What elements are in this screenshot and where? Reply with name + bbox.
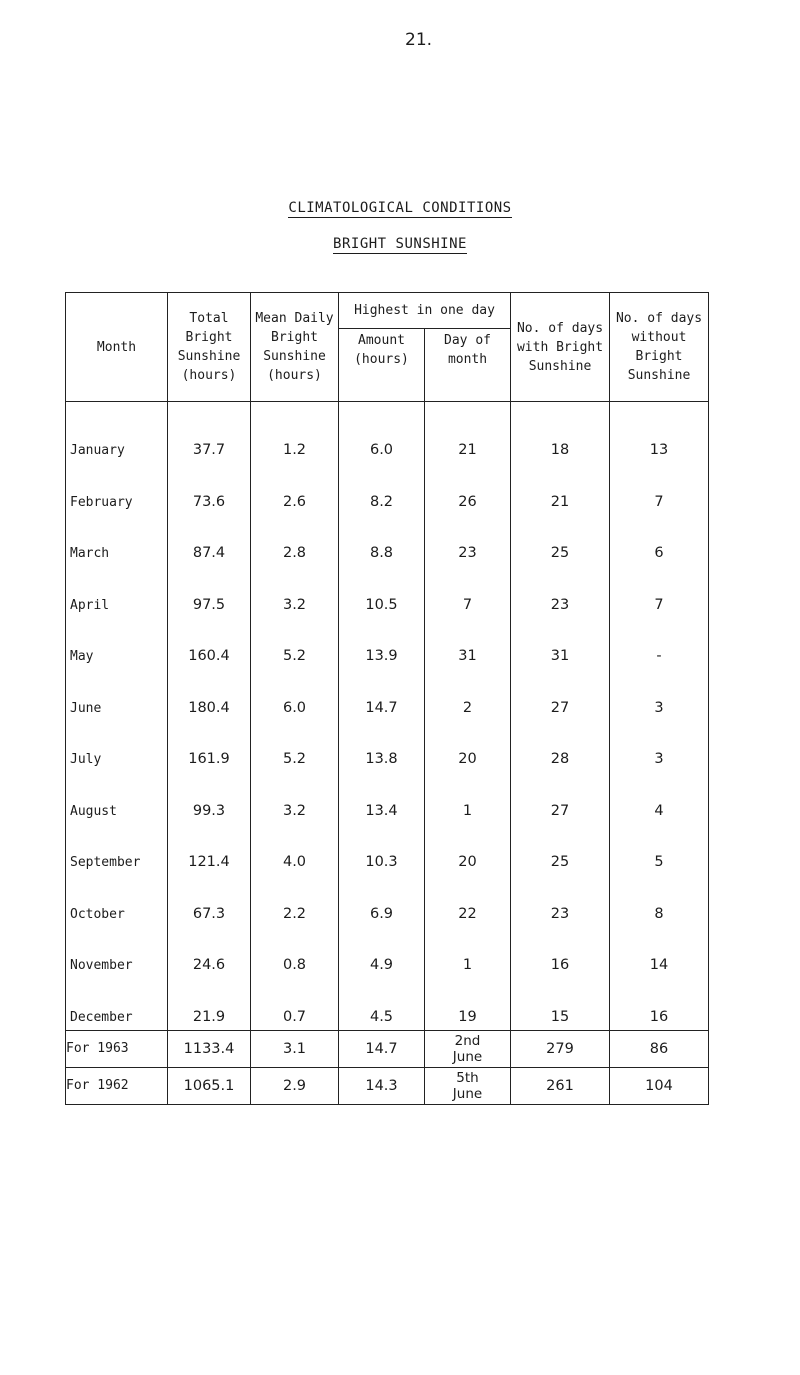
month-cell: September	[66, 824, 168, 876]
header-month: Month	[66, 293, 168, 402]
day-cell: 20	[425, 824, 511, 876]
amount-cell: 14.3	[339, 1067, 425, 1104]
days-with-cell: 25	[511, 515, 610, 567]
total-cell: 1065.1	[168, 1067, 251, 1104]
days-without-cell: 104	[610, 1067, 709, 1104]
table-row	[66, 824, 709, 876]
day-cell: 22	[425, 875, 511, 927]
month-cell: February	[66, 463, 168, 515]
table-row	[66, 927, 709, 979]
day-cell: 20	[425, 721, 511, 773]
days-with-cell: 15	[511, 978, 610, 1030]
amount-cell: 10.5	[339, 566, 425, 618]
month-cell: May	[66, 618, 168, 670]
document-title	[0, 200, 800, 216]
month-cell: August	[66, 772, 168, 824]
days-without-cell: 7	[610, 566, 709, 618]
total-cell: 97.5	[168, 566, 251, 618]
amount-cell: 13.4	[339, 772, 425, 824]
header-days-without-sunshine: No. of days without Bright Sunshine	[610, 293, 709, 402]
days-without-cell: 6	[610, 515, 709, 567]
day-cell	[425, 1030, 511, 1067]
total-label-cell: For 1962	[66, 1067, 168, 1104]
total-cell: 87.4	[168, 515, 251, 567]
total-cell: 180.4	[168, 669, 251, 721]
days-without-cell: 13	[610, 402, 709, 464]
days-without-cell: -	[610, 618, 709, 670]
days-with-cell: 28	[511, 721, 610, 773]
mean-cell: 2.6	[251, 463, 339, 515]
total-cell: 37.7	[168, 402, 251, 464]
total-row-1962	[66, 1067, 709, 1104]
month-cell: July	[66, 721, 168, 773]
mean-cell: 0.7	[251, 978, 339, 1030]
day-cell: 26	[425, 463, 511, 515]
amount-cell: 14.7	[339, 1030, 425, 1067]
table-row	[66, 669, 709, 721]
days-with-cell: 27	[511, 772, 610, 824]
total-cell: 21.9	[168, 978, 251, 1030]
total-cell: 99.3	[168, 772, 251, 824]
day-cell: 1	[425, 927, 511, 979]
amount-cell: 6.9	[339, 875, 425, 927]
total-cell: 121.4	[168, 824, 251, 876]
total-cell: 161.9	[168, 721, 251, 773]
month-cell: December	[66, 978, 168, 1030]
days-with-cell: 31	[511, 618, 610, 670]
amount-cell: 14.7	[339, 669, 425, 721]
day-cell: 23	[425, 515, 511, 567]
amount-cell: 8.8	[339, 515, 425, 567]
mean-cell: 4.0	[251, 824, 339, 876]
amount-cell: 13.9	[339, 618, 425, 670]
total-cell: 73.6	[168, 463, 251, 515]
day-ordinal: 2nd	[454, 1032, 481, 1049]
amount-cell: 8.2	[339, 463, 425, 515]
days-with-cell: 21	[511, 463, 610, 515]
mean-cell: 5.2	[251, 721, 339, 773]
header-amount: Amount (hours)	[339, 329, 425, 402]
days-with-cell: 23	[511, 566, 610, 618]
total-cell: 1133.4	[168, 1030, 251, 1067]
total-cell: 24.6	[168, 927, 251, 979]
month-cell: April	[66, 566, 168, 618]
day-ordinal: 5th	[456, 1069, 479, 1086]
days-with-cell: 23	[511, 875, 610, 927]
days-without-cell: 3	[610, 721, 709, 773]
amount-cell: 4.9	[339, 927, 425, 979]
days-with-cell: 18	[511, 402, 610, 464]
header-total-sunshine: Total Bright Sunshine (hours)	[168, 293, 251, 402]
mean-cell: 2.8	[251, 515, 339, 567]
header-days-with-sunshine: No. of days with Bright Sunshine	[511, 293, 610, 402]
document-subtitle	[0, 236, 800, 252]
mean-cell: 3.1	[251, 1030, 339, 1067]
header-day-of-month: Day of month	[425, 329, 511, 402]
month-cell: November	[66, 927, 168, 979]
document-subtitle-text: BRIGHT SUNSHINE	[333, 236, 467, 252]
day-cell: 31	[425, 618, 511, 670]
month-cell: June	[66, 669, 168, 721]
day-cell: 21	[425, 402, 511, 464]
mean-cell: 6.0	[251, 669, 339, 721]
total-label-cell: For 1963	[66, 1030, 168, 1067]
days-with-cell: 16	[511, 927, 610, 979]
day-month: June	[452, 1048, 483, 1065]
table-row	[66, 618, 709, 670]
days-without-cell: 4	[610, 772, 709, 824]
days-without-cell: 5	[610, 824, 709, 876]
table-row	[66, 875, 709, 927]
amount-cell: 13.8	[339, 721, 425, 773]
days-without-cell: 86	[610, 1030, 709, 1067]
day-cell: 7	[425, 566, 511, 618]
table-row	[66, 515, 709, 567]
header-highest-in-one-day: Highest in one day	[339, 293, 511, 329]
table-row	[66, 772, 709, 824]
mean-cell: 0.8	[251, 927, 339, 979]
month-cell: January	[66, 402, 168, 464]
month-cell: March	[66, 515, 168, 567]
table-row	[66, 402, 709, 464]
days-with-cell: 261	[511, 1067, 610, 1104]
days-without-cell: 8	[610, 875, 709, 927]
total-cell: 67.3	[168, 875, 251, 927]
days-without-cell: 3	[610, 669, 709, 721]
day-cell: 1	[425, 772, 511, 824]
header-mean-daily: Mean Daily Bright Sunshine (hours)	[251, 293, 339, 402]
mean-cell: 5.2	[251, 618, 339, 670]
sunshine-table	[65, 292, 709, 1105]
amount-cell: 6.0	[339, 402, 425, 464]
amount-cell: 4.5	[339, 978, 425, 1030]
mean-cell: 3.2	[251, 772, 339, 824]
days-with-cell: 25	[511, 824, 610, 876]
days-with-cell: 279	[511, 1030, 610, 1067]
days-without-cell: 16	[610, 978, 709, 1030]
days-without-cell: 7	[610, 463, 709, 515]
total-cell: 160.4	[168, 618, 251, 670]
table-row	[66, 978, 709, 1030]
page-number: 21.	[405, 30, 433, 50]
mean-cell: 3.2	[251, 566, 339, 618]
document-title-text: CLIMATOLOGICAL CONDITIONS	[288, 200, 512, 216]
day-cell	[425, 1067, 511, 1104]
month-cell: October	[66, 875, 168, 927]
days-with-cell: 27	[511, 669, 610, 721]
day-month: June	[452, 1085, 483, 1102]
amount-cell: 10.3	[339, 824, 425, 876]
days-without-cell: 14	[610, 927, 709, 979]
table-row	[66, 566, 709, 618]
table-row	[66, 463, 709, 515]
total-row-1963	[66, 1030, 709, 1067]
table-row	[66, 721, 709, 773]
mean-cell: 2.9	[251, 1067, 339, 1104]
mean-cell: 1.2	[251, 402, 339, 464]
day-cell: 19	[425, 978, 511, 1030]
day-cell: 2	[425, 669, 511, 721]
mean-cell: 2.2	[251, 875, 339, 927]
